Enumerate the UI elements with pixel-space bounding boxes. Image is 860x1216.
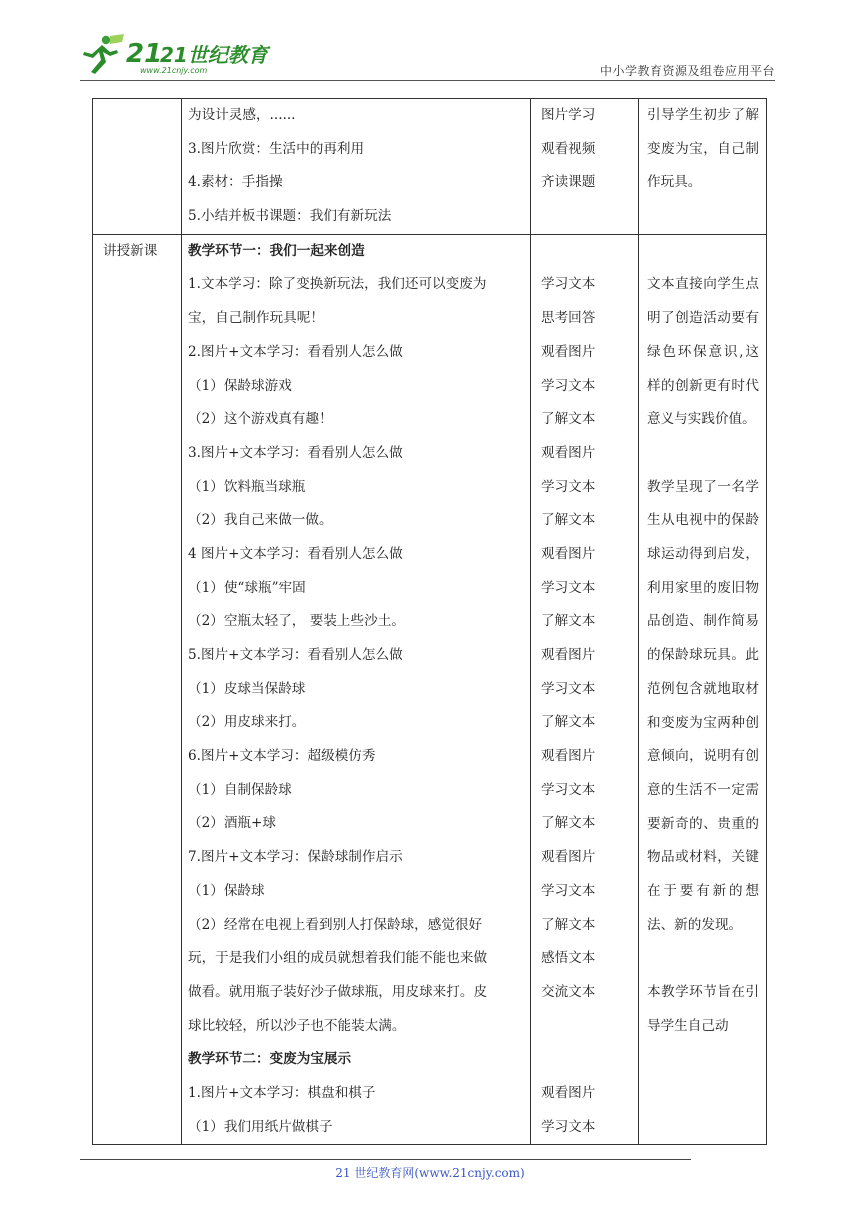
content-line: （1）皮球当保龄球 [188, 680, 306, 697]
content-line: 1.文本学习：除了变换新玩法，我们还可以变废为 [188, 276, 487, 293]
content-line: 5.小结并板书课题：我们有新玩法 [188, 208, 392, 225]
content-line: （2）用皮球来打。 [188, 714, 306, 731]
activity-line: 学习文本 [541, 276, 596, 293]
stage-cell [93, 234, 182, 1145]
content-line: （2）空瓶太轻了， 要装上些沙土。 [188, 613, 405, 630]
footer-divider [80, 1159, 691, 1160]
activity-line: 齐读课题 [541, 174, 596, 191]
activity-line: 交流文本 [541, 983, 596, 1000]
content-line: （1）自制保龄球 [188, 781, 292, 798]
activity-line: 学习文本 [541, 1118, 596, 1135]
section-heading: 教学环节一：我们一起来创造 [188, 242, 365, 259]
activity-line: 学习文本 [541, 882, 596, 899]
activity-line: 学习文本 [541, 478, 596, 495]
svg-text:www.21cnjy.com: www.21cnjy.com [140, 66, 208, 75]
activity-line: 了解文本 [541, 512, 596, 529]
activity-line: 图片学习 [541, 107, 596, 123]
activity-line: 学习文本 [541, 680, 596, 697]
content-line: （1）保龄球 [188, 882, 265, 899]
content-line: 7.图片+文本学习：保龄球制作启示 [188, 849, 403, 866]
content-line: （2）经常在电视上看到别人打保龄球，感觉很好 [188, 916, 483, 933]
activity-line: 了解文本 [541, 714, 596, 731]
activity-line: 了解文本 [541, 411, 596, 428]
section-heading: 教学环节二：变废为宝展示 [188, 1051, 352, 1068]
activity-line: 观看图片 [541, 647, 596, 663]
activity-line: 学习文本 [541, 579, 596, 596]
content-line: 1.图片+文本学习：棋盘和棋子 [188, 1084, 376, 1101]
stage-label: 讲授新课 [103, 242, 158, 259]
content-line: 3.图片+文本学习：看看别人怎么做 [188, 444, 403, 461]
intent-paragraph-3: 本教学环节旨在引导学生自己动 [647, 984, 759, 1034]
activity-line: 观看图片 [541, 545, 596, 562]
activity-line: 了解文本 [541, 815, 596, 832]
content-line: （2）酒瓶+球 [188, 815, 277, 832]
table-row [93, 99, 767, 235]
content-line: （2）这个游戏真有趣！ [188, 411, 333, 428]
runner-logo-icon [80, 32, 320, 76]
intent-text: 引导学生初步了解变废为宝，自己制作玩具。 [647, 107, 759, 191]
activity-line: 观看图片 [541, 849, 596, 866]
activity-line: 了解文本 [541, 916, 596, 933]
content-line: 2.图片+文本学习：看看别人怎么做 [188, 343, 403, 360]
page-header [80, 32, 775, 78]
intent-paragraph-2: 教学呈现了一名学生从电视中的保龄球运动得到启发，利用家里的废旧物品创造、制作简易的保龄球玩具。此范例包含就地取材和变废为宝两种创意倾向，说明有创意的生活不一定需要新奇的、贵重的物品或材料，关键在于要有新的想法、新的发现。 [647, 478, 759, 933]
content-line: （1）饮料瓶当球瓶 [188, 478, 306, 495]
intent-cell [639, 234, 767, 1145]
content-line: 宝，自己制作玩具呢！ [188, 310, 324, 327]
svg-text:21世纪教育: 21世纪教育 [160, 43, 268, 67]
header-divider [80, 80, 775, 81]
site-tagline: 中小学教育资源及组卷应用平台 [599, 64, 775, 78]
content-line: 做看。就用瓶子装好沙子做球瓶，用皮球来打。皮 [188, 983, 488, 1000]
content-line: 玩，于是我们小组的成员就想着我们能不能也来做 [188, 950, 488, 967]
content-line: 为设计灵感，...... [188, 107, 296, 123]
content-cell [182, 99, 531, 235]
content-cell [182, 234, 531, 1145]
activity-line: 观看图片 [541, 748, 596, 765]
content-line: 球比较轻，所以沙子也不能装太满。 [188, 1017, 406, 1034]
activity-line: 了解文本 [541, 613, 596, 630]
activity-line [541, 235, 638, 269]
intent-paragraph-1: 文本直接向学生点明了创造活动要有绿色环保意识,这样的创新更有时代意义与实践价值。 [647, 276, 759, 428]
activity-line: 观看图片 [541, 343, 596, 360]
activity-line [541, 1010, 638, 1044]
intent-cell [639, 99, 767, 235]
stage-cell [93, 99, 182, 235]
activity-line [541, 1043, 638, 1077]
page-footer: 21 世纪教育网(www.21cnjy.com) [335, 1166, 525, 1180]
activity-cell [531, 234, 639, 1145]
activity-line: 学习文本 [541, 781, 596, 798]
activity-line: 观看视频 [541, 140, 596, 157]
activity-cell [531, 99, 639, 235]
content-line: （1）我们用纸片做棋子 [188, 1118, 333, 1135]
activity-line: 思考回答 [541, 310, 596, 327]
content-line: 3.图片欣赏：生活中的再利用 [188, 140, 365, 157]
activity-line: 观看图片 [541, 444, 596, 461]
content-line: 4.素材：手指操 [188, 174, 283, 191]
content-line: 6.图片+文本学习：超级模仿秀 [188, 748, 376, 765]
activity-line: 学习文本 [541, 377, 596, 394]
content-line: （1）使“球瓶”牢固 [188, 579, 306, 596]
content-line: （2）我自己来做一做。 [188, 512, 333, 529]
content-line: （1）保龄球游戏 [188, 377, 292, 394]
table-row [93, 234, 767, 1145]
activity-line: 感悟文本 [541, 950, 596, 967]
svg-text:21: 21 [126, 39, 163, 69]
content-line: 5.图片+文本学习：看看别人怎么做 [188, 647, 403, 663]
lesson-plan-table [92, 98, 767, 1145]
content-line: 4 图片+文本学习：看看别人怎么做 [188, 545, 403, 562]
site-logo [80, 32, 320, 76]
activity-line: 观看图片 [541, 1084, 596, 1101]
